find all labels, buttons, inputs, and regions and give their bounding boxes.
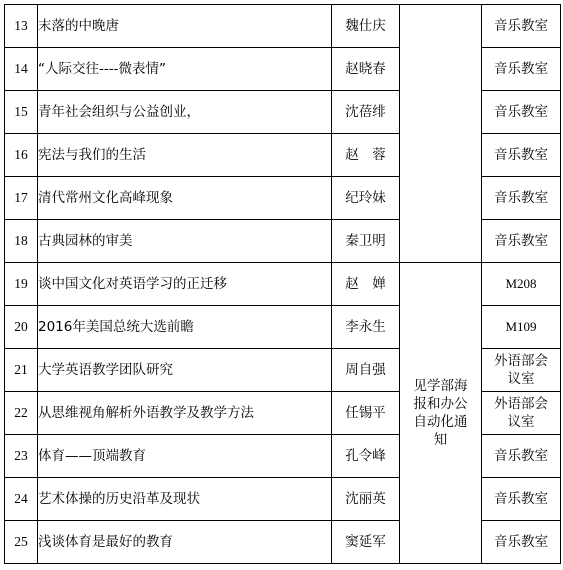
row-number: 22 (5, 392, 38, 435)
classroom-line: 音乐教室 (494, 61, 548, 77)
schedule-table-body (5, 5, 561, 564)
classroom (482, 263, 561, 306)
lecture-title: 艺术体操的历史沿革及现状 (38, 478, 332, 521)
row-number: 25 (5, 521, 38, 564)
row-number: 19 (5, 263, 38, 306)
schedule-table (4, 4, 561, 564)
classroom (482, 91, 561, 134)
classroom-line: 外语部会 (494, 396, 548, 412)
classroom-line: M208 (505, 276, 537, 291)
lecture-title: 从思维视角解析外语教学及教学方法 (38, 392, 332, 435)
time-note-line: 知 (433, 432, 448, 448)
classroom (482, 5, 561, 48)
classroom-line: 音乐教室 (494, 18, 548, 34)
row-number: 15 (5, 91, 38, 134)
row-number: 20 (5, 306, 38, 349)
classroom (482, 177, 561, 220)
classroom (482, 48, 561, 91)
lecture-title: 青年社会组织与公益创业， (38, 91, 332, 134)
lecture-title: 体育——顶端教育 (38, 435, 332, 478)
time-note-line: 自动化通 (413, 414, 468, 430)
lecture-title: 浅谈体育是最好的教育 (38, 521, 332, 564)
lecturer-name: 沈丽英 (332, 478, 400, 521)
row-number: 14 (5, 48, 38, 91)
lecture-title: 古典园林的审美 (38, 220, 332, 263)
classroom (482, 220, 561, 263)
lecture-title: 2016年美国总统大选前瞻 (38, 306, 332, 349)
classroom (482, 134, 561, 177)
lecture-title: 谈中国文化对英语学习的正迁移 (38, 263, 332, 306)
row-number: 18 (5, 220, 38, 263)
table-row (5, 5, 561, 48)
classroom (482, 435, 561, 478)
lecture-title: 大学英语教学团队研究 (38, 349, 332, 392)
classroom-line: M109 (505, 319, 537, 334)
row-number: 24 (5, 478, 38, 521)
lecturer-name: 赵 蓉 (332, 134, 400, 177)
row-number: 21 (5, 349, 38, 392)
time-note-line: 报和办公 (413, 396, 468, 412)
classroom-line: 音乐教室 (494, 491, 548, 507)
lecturer-name: 李永生 (332, 306, 400, 349)
lecturer-name: 赵 婵 (332, 263, 400, 306)
classroom-line: 议室 (507, 371, 535, 387)
time-note-line: 见学部海 (413, 378, 468, 394)
classroom-line: 音乐教室 (494, 233, 548, 249)
lecture-title: 清代常州文化高峰现象 (38, 177, 332, 220)
lecturer-name: 任锡平 (332, 392, 400, 435)
classroom-line: 议室 (507, 414, 535, 430)
lecturer-name: 周自强 (332, 349, 400, 392)
classroom-line: 音乐教室 (494, 448, 548, 464)
lecturer-name: 纪玲妹 (332, 177, 400, 220)
lecturer-name: 魏仕庆 (332, 5, 400, 48)
lecture-title: 末落的中晚唐 (38, 5, 332, 48)
row-number: 13 (5, 5, 38, 48)
lecturer-name: 孔令峰 (332, 435, 400, 478)
row-number: 23 (5, 435, 38, 478)
table-row (5, 263, 561, 306)
time-note-cell-blank (400, 5, 482, 263)
lecturer-name: 窦延军 (332, 521, 400, 564)
lecturer-name: 赵晓春 (332, 48, 400, 91)
classroom-line: 音乐教室 (494, 534, 548, 550)
classroom-line: 外语部会 (494, 353, 548, 369)
lecturer-name: 沈蓓绯 (332, 91, 400, 134)
classroom (482, 392, 561, 435)
classroom (482, 521, 561, 564)
classroom-line: 音乐教室 (494, 147, 548, 163)
classroom (482, 478, 561, 521)
lecture-title: 宪法与我们的生活 (38, 134, 332, 177)
lecture-title: “人际交往----微表情” (38, 48, 332, 91)
classroom (482, 306, 561, 349)
classroom (482, 349, 561, 392)
classroom-line: 音乐教室 (494, 190, 548, 206)
lecturer-name: 秦卫明 (332, 220, 400, 263)
classroom-line: 音乐教室 (494, 104, 548, 120)
row-number: 17 (5, 177, 38, 220)
row-number: 16 (5, 134, 38, 177)
time-note-cell (400, 263, 482, 564)
